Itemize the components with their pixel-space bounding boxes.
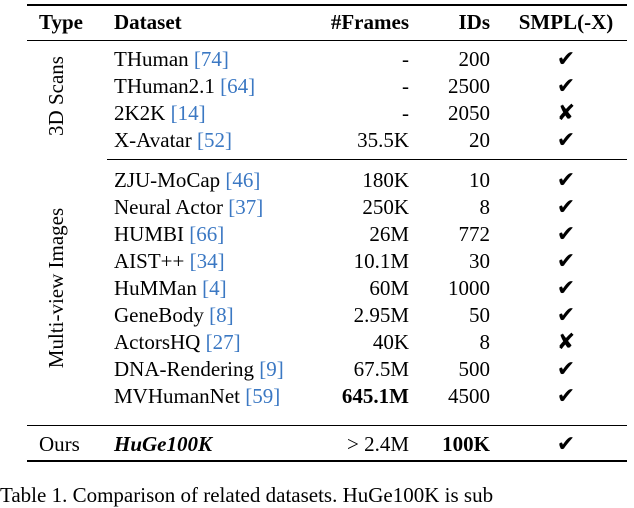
cite-close: ] [233,330,241,354]
header-type: Type [39,10,83,34]
citation-link[interactable]: 9 [266,357,277,381]
dataset-label: HuMMan [114,276,197,300]
dataset-name [114,383,280,409]
citation-link[interactable]: 52 [204,128,225,152]
table-caption: Table 1. Comparison of related datasets. HuGe100K is sub [0,483,494,507]
check-icon: ✔ [556,248,576,273]
dataset-label: 2K2K [114,101,166,125]
ids-value: 20 [469,128,490,152]
check-icon: ✔ [556,194,576,219]
header-frames: #Frames [330,10,409,34]
frames-value: 67.5M [353,357,409,381]
ids-value: 200 [458,47,490,71]
frames-value: 250K [362,195,409,219]
dataset-name [114,302,234,328]
frames-value: 26M [369,222,409,246]
citation-link[interactable]: 59 [252,384,274,408]
ids-value: 4500 [448,384,490,408]
dataset-label: AIST++ [114,249,185,273]
ids-value: 10 [469,168,490,192]
frames-value: - [402,74,409,98]
ids-value: 8 [479,195,490,219]
cite-open: [ [200,330,213,354]
dataset-label: HUMBI [114,222,185,246]
dataset-name [114,167,260,193]
check-icon: ✔ [556,127,576,152]
ours-type: Ours [39,432,80,456]
check-icon: ✔ [556,46,576,71]
frames-value: 60M [369,276,409,300]
ours-frames: > 2.4M [346,432,409,456]
cite-open: [ [165,101,178,125]
dataset-name [114,221,224,247]
top-rule [27,4,627,6]
cite-open: [ [223,195,236,219]
ours-dataset-name: HuGe100K [114,432,213,456]
ids-value: 2500 [448,74,490,98]
citation-link[interactable]: 64 [227,74,249,98]
citation-link[interactable]: 14 [177,101,199,125]
cite-close: ] [226,303,234,327]
ours-rule [27,425,627,426]
dataset-label: THuman [114,47,189,71]
dataset-label: THuman2.1 [114,74,215,98]
cite-open: [ [184,249,197,273]
cross-icon: ✘ [556,100,576,125]
dataset-name [114,356,284,382]
citation-link[interactable]: 46 [232,168,254,192]
frames-value: - [402,101,409,125]
cite-open: [ [220,168,233,192]
check-icon: ✔ [556,73,576,98]
cite-open: [ [196,276,210,300]
cite-close: ] [217,222,225,246]
group-label-multiview: Multi-view Images [44,207,68,369]
dataset-name [114,194,263,220]
cite-open: [ [239,384,253,408]
dataset-name [114,329,241,355]
header-smpl: SMPL(-X) [518,10,614,34]
cite-close: ] [273,384,281,408]
dataset-label: Neural Actor [114,195,224,219]
cite-close: ] [217,249,225,273]
ours-ids: 100K [442,432,490,456]
cite-close: ] [221,47,229,71]
cite-open: [ [191,128,204,152]
check-icon: ✔ [556,275,576,300]
frames-value: - [402,47,409,71]
ids-value: 1000 [448,276,490,300]
dataset-label: DNA-Rendering [114,357,254,381]
group-label-3d-scans: 3D Scans [44,56,68,136]
check-icon: ✔ [556,221,576,246]
ids-value: 8 [479,330,490,354]
dataset-label: MVHumanNet [114,384,240,408]
ids-value: 30 [469,249,490,273]
citation-link[interactable]: 34 [196,249,218,273]
citation-link[interactable]: 74 [200,47,222,71]
cite-close: ] [276,357,284,381]
frames-value: 35.5K [357,128,409,152]
cite-close: ] [248,74,256,98]
bottom-rule [27,460,627,462]
cite-close: ] [219,276,227,300]
frames-value: 645.1M [341,384,409,408]
cite-open: [ [203,303,217,327]
frames-value: 2.95M [353,303,409,327]
dataset-label: X-Avatar [114,128,192,152]
header-dataset: Dataset [114,10,182,34]
cite-open: [ [253,357,267,381]
dataset-name [114,100,206,126]
citation-link[interactable]: 37 [235,195,257,219]
frames-value: 40K [372,330,409,354]
header-ids: IDs [458,10,490,34]
cite-open: [ [188,47,201,71]
dataset-name [114,73,255,99]
dataset-label: ZJU-MoCap [114,168,221,192]
dataset-label: GeneBody [114,303,204,327]
dataset-name [114,46,229,72]
frames-value: 180K [362,168,409,192]
ids-value: 50 [469,303,490,327]
cite-close: ] [253,168,261,192]
dataset-name [114,275,227,301]
cite-close: ] [225,128,232,152]
check-icon: ✔ [556,356,576,381]
cite-open: [ [184,222,197,246]
ids-value: 772 [458,222,490,246]
frames-value: 10.1M [353,249,409,273]
ids-value: 2050 [448,101,490,125]
citation-link[interactable]: 66 [196,222,218,246]
dataset-name [114,248,225,274]
citation-link[interactable]: 8 [216,303,227,327]
dataset-name [114,127,232,153]
check-icon: ✔ [556,302,576,327]
cite-close: ] [256,195,264,219]
check-icon: ✔ [556,383,576,408]
citation-link[interactable]: 4 [209,276,220,300]
cite-close: ] [198,101,206,125]
check-icon: ✔ [556,167,576,192]
citation-link[interactable]: 27 [212,330,234,354]
cite-open: [ [214,74,228,98]
dataset-label: ActorsHQ [114,330,201,354]
cross-icon: ✘ [556,329,576,354]
header-rule [27,40,627,41]
group-rule [107,159,627,160]
ids-value: 500 [458,357,490,381]
check-icon: ✔ [556,431,576,456]
